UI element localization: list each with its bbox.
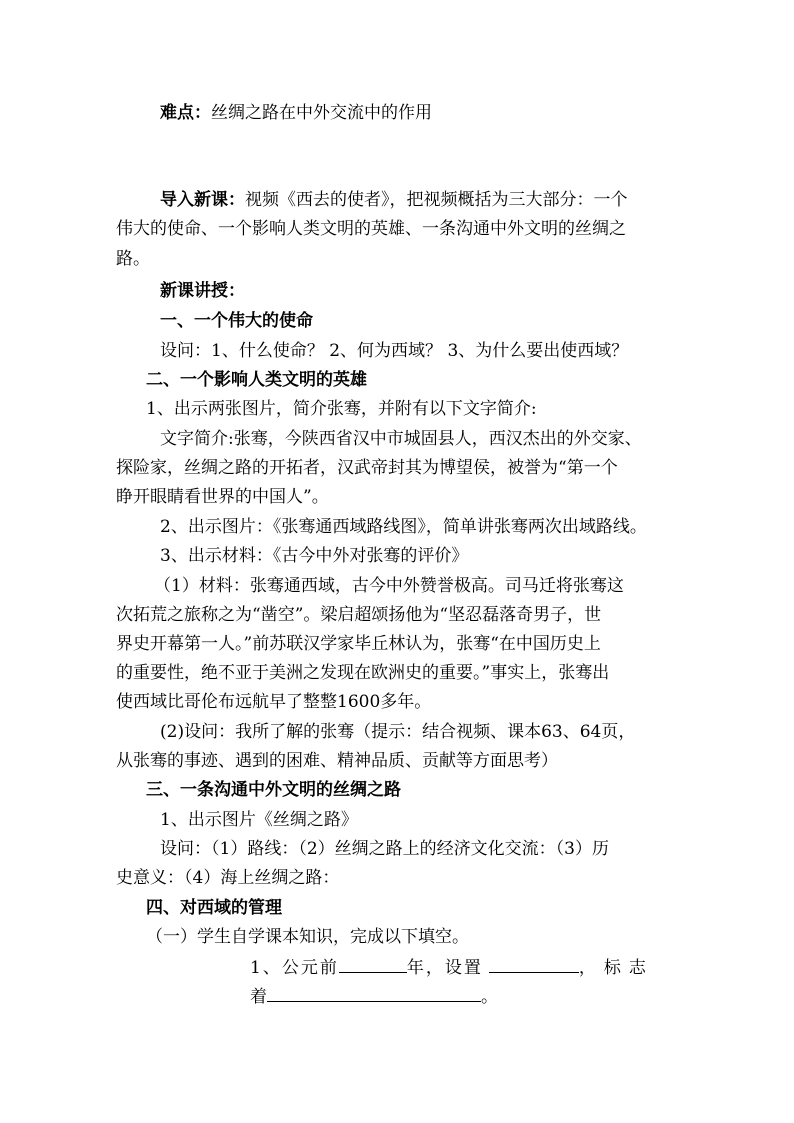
intro-line-1: [160, 189, 628, 211]
section-1-question: 设问：1、什么使命？ 2、何为西域？ 3、为什么要出使西域？: [160, 341, 629, 361]
section-3-item-1: 1、出示图片《丝绸之路》: [160, 810, 358, 830]
fill-blank-line-2: [250, 985, 498, 1008]
material-line-1: （1）材料：张骞通西域，古今中外赞誉极高。司马迁将张骞这: [154, 576, 624, 596]
significance-blank[interactable]: [267, 985, 481, 1002]
material-line-5: 使西域比哥伦布远航早了整整1600多年。: [116, 692, 432, 712]
zhangqian-question-2: 从张骞的事迹、遇到的困难、精神品质、贡献等方面思考）: [116, 751, 558, 771]
section-2-item-2: 2、出示图片：《张骞通西域路线图》，简单讲张骞两次出域路线。: [160, 517, 647, 537]
fill-text-d: 着: [250, 987, 267, 1007]
material-line-2: 次拓荒之旅称之为“凿空”。梁启超颂扬他为“坚忍磊落奇男子，世: [116, 605, 602, 625]
bio-line-1: 文字简介:张骞，今陕西省汉中市城固县人，西汉杰出的外交家、: [160, 429, 642, 449]
fill-text-a: 1、公元前: [250, 958, 339, 978]
section-4-sub-1: （一）学生自学课本知识，完成以下填空。: [146, 927, 469, 947]
difficulty-line: [160, 102, 432, 124]
bio-line-3: 睁开眼睛看世界的中国人”。: [116, 487, 329, 507]
intro-text-1: 视频《西去的使者》，把视频概括为三大部分：一个: [245, 190, 628, 210]
section-2-item-3: 3、出示材料：《古今中外对张骞的评价》: [160, 546, 469, 566]
bio-line-2: 探险家，丝绸之路的开拓者，汉武帝封其为博望侯，被誉为“第一个: [116, 458, 618, 478]
section-3-question-1: 设问：（1）路线：（2）丝绸之路上的经济文化交流：（3）历: [160, 839, 609, 859]
lecture-heading: 新课讲授：: [160, 281, 245, 301]
year-blank[interactable]: [339, 956, 407, 973]
establish-blank[interactable]: [489, 956, 579, 973]
section-3-question-2: 史意义：（4）海上丝绸之路：: [116, 868, 340, 888]
intro-label: 导入新课：: [160, 190, 245, 210]
fill-text-b: 年，设置: [406, 958, 483, 978]
section-1-heading: 一、一个伟大的使命: [160, 311, 313, 331]
material-line-4: 的重要性，绝不亚于美洲之发现在欧洲史的重要。”事实上，张骞出: [116, 663, 610, 683]
fill-text-c: ，标志: [578, 958, 654, 978]
section-3-heading: 三、一条沟通中外文明的丝绸之路: [146, 780, 401, 800]
zhangqian-question-1: (2)设问：我所了解的张骞（提示：结合视频、课本63、64页，: [160, 722, 636, 742]
material-line-3: 界史开幕第一人。”前苏联汉学家毕丘林认为，张骞“在中国历史上: [116, 634, 601, 654]
section-4-heading: 四、对西域的管理: [146, 898, 282, 918]
fill-text-e: 。: [481, 987, 498, 1007]
section-2-heading: 二、一个影响人类文明的英雄: [146, 370, 367, 390]
intro-line-3: 路。: [116, 249, 150, 269]
fill-blank-line-1: [250, 956, 654, 979]
intro-line-2: 伟大的使命、一个影响人类文明的英雄、一条沟通中外文明的丝绸之: [116, 219, 626, 239]
section-2-item-1: 1、出示两张图片，简介张骞，并附有以下文字简介:: [146, 399, 537, 419]
difficulty-text: 丝绸之路在中外交流中的作用: [211, 103, 432, 123]
difficulty-label: 难点：: [160, 103, 211, 123]
